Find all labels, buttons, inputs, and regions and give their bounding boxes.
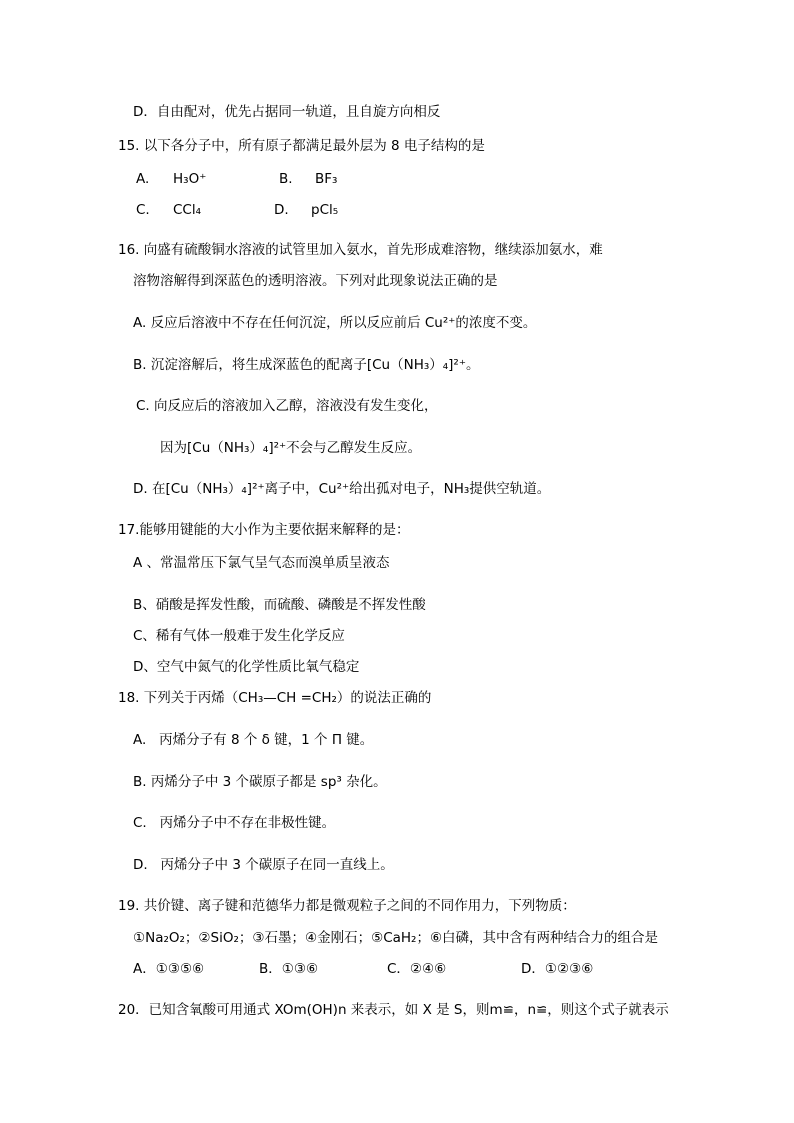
q19-option-b: B．①③⑥ (259, 961, 319, 977)
q20-stem: 20．已知含氧酸可用通式 XOm(OH)n 来表示，如 X 是 S，则m≌，n≌，则这个式子就表示 (118, 1002, 669, 1018)
q16-option-b: B. 沉淀溶解后，将生成深蓝色的配离子[Cu（NH₃）₄]²⁺。 (133, 357, 480, 373)
q16-stem-line-2: 溶物溶解得到深蓝色的透明溶液。下列对此现象说法正确的是 (133, 273, 498, 289)
q19-option-a: A．①③⑤⑥ (133, 961, 205, 977)
q18-option-a: A. 丙烯分子有 8 个 δ 键，1 个 Π 键。 (133, 732, 374, 748)
q19-option-d: D．①②③⑥ (521, 961, 594, 977)
q15-option-c-text: CCl₄ (173, 202, 202, 218)
q15-option-a-text: H₃O⁺ (173, 171, 207, 187)
q17-option-a: A 、常温常压下氯气呈气态而溴单质呈液态 (133, 555, 390, 571)
q16-option-c-line-2: 因为[Cu（NH₃）₄]²⁺不会与乙醇发生反应。 (160, 440, 422, 456)
q18-stem: 18. 下列关于丙烯（CH₃—CH =CH₂）的说法正确的 (118, 690, 432, 706)
q18-option-d: D. 丙烯分子中 3 个碳原子在同一直线上。 (133, 857, 394, 873)
q15-option-b-label: B. (279, 171, 293, 187)
q17-option-c: C、稀有气体一般难于发生化学反应 (133, 628, 345, 644)
q18-option-b: B. 丙烯分子中 3 个碳原子都是 sp³ 杂化。 (133, 774, 387, 790)
q19-stem: 19. 共价键、离子键和范德华力都是微观粒子之间的不同作用力，下列物质： (118, 898, 576, 914)
q15-stem: 15. 以下各分子中，所有原子都满足最外层为 8 电子结构的是 (118, 138, 485, 154)
q15-option-c-label: C. (136, 202, 150, 218)
q15-option-a-label: A. (136, 171, 150, 187)
q16-option-a: A. 反应后溶液中不存在任何沉淀，所以反应前后 Cu²⁺的浓度不变。 (133, 315, 537, 331)
q19-option-c: C．②④⑥ (387, 961, 447, 977)
q16-option-c-line-1: C. 向反应后的溶液加入乙醇，溶液没有发生变化， (136, 398, 438, 414)
q17-option-d: D、空气中氮气的化学性质比氧气稳定 (133, 659, 360, 675)
q17-option-b: B、硝酸是挥发性酸，而硫酸、磷酸是不挥发性酸 (133, 597, 426, 613)
q14-option-d: D．自由配对，优先占据同一轨道，且自旋方向相反 (133, 104, 441, 120)
q15-option-d-text: pCl₅ (311, 202, 339, 218)
q16-stem-line-1: 16. 向盛有硫酸铜水溶液的试管里加入氨水，首先形成难溶物，继续添加氨水，难 (118, 242, 603, 258)
q18-option-c: C. 丙烯分子中不存在非极性键。 (133, 815, 336, 831)
q15-option-b-text: BF₃ (315, 171, 338, 187)
q17-stem: 17.能够用键能的大小作为主要依据来解释的是： (118, 522, 410, 538)
q16-option-d: D. 在[Cu（NH₃）₄]²⁺离子中，Cu²⁺给出孤对电子，NH₃提供空轨道。 (133, 481, 551, 497)
q19-substances: ①Na₂O₂；②SiO₂；③石墨；④金刚石；⑤CaH₂；⑥白磷，其中含有两种结合力的组合是 (133, 930, 659, 946)
q15-option-d-label: D. (274, 202, 289, 218)
